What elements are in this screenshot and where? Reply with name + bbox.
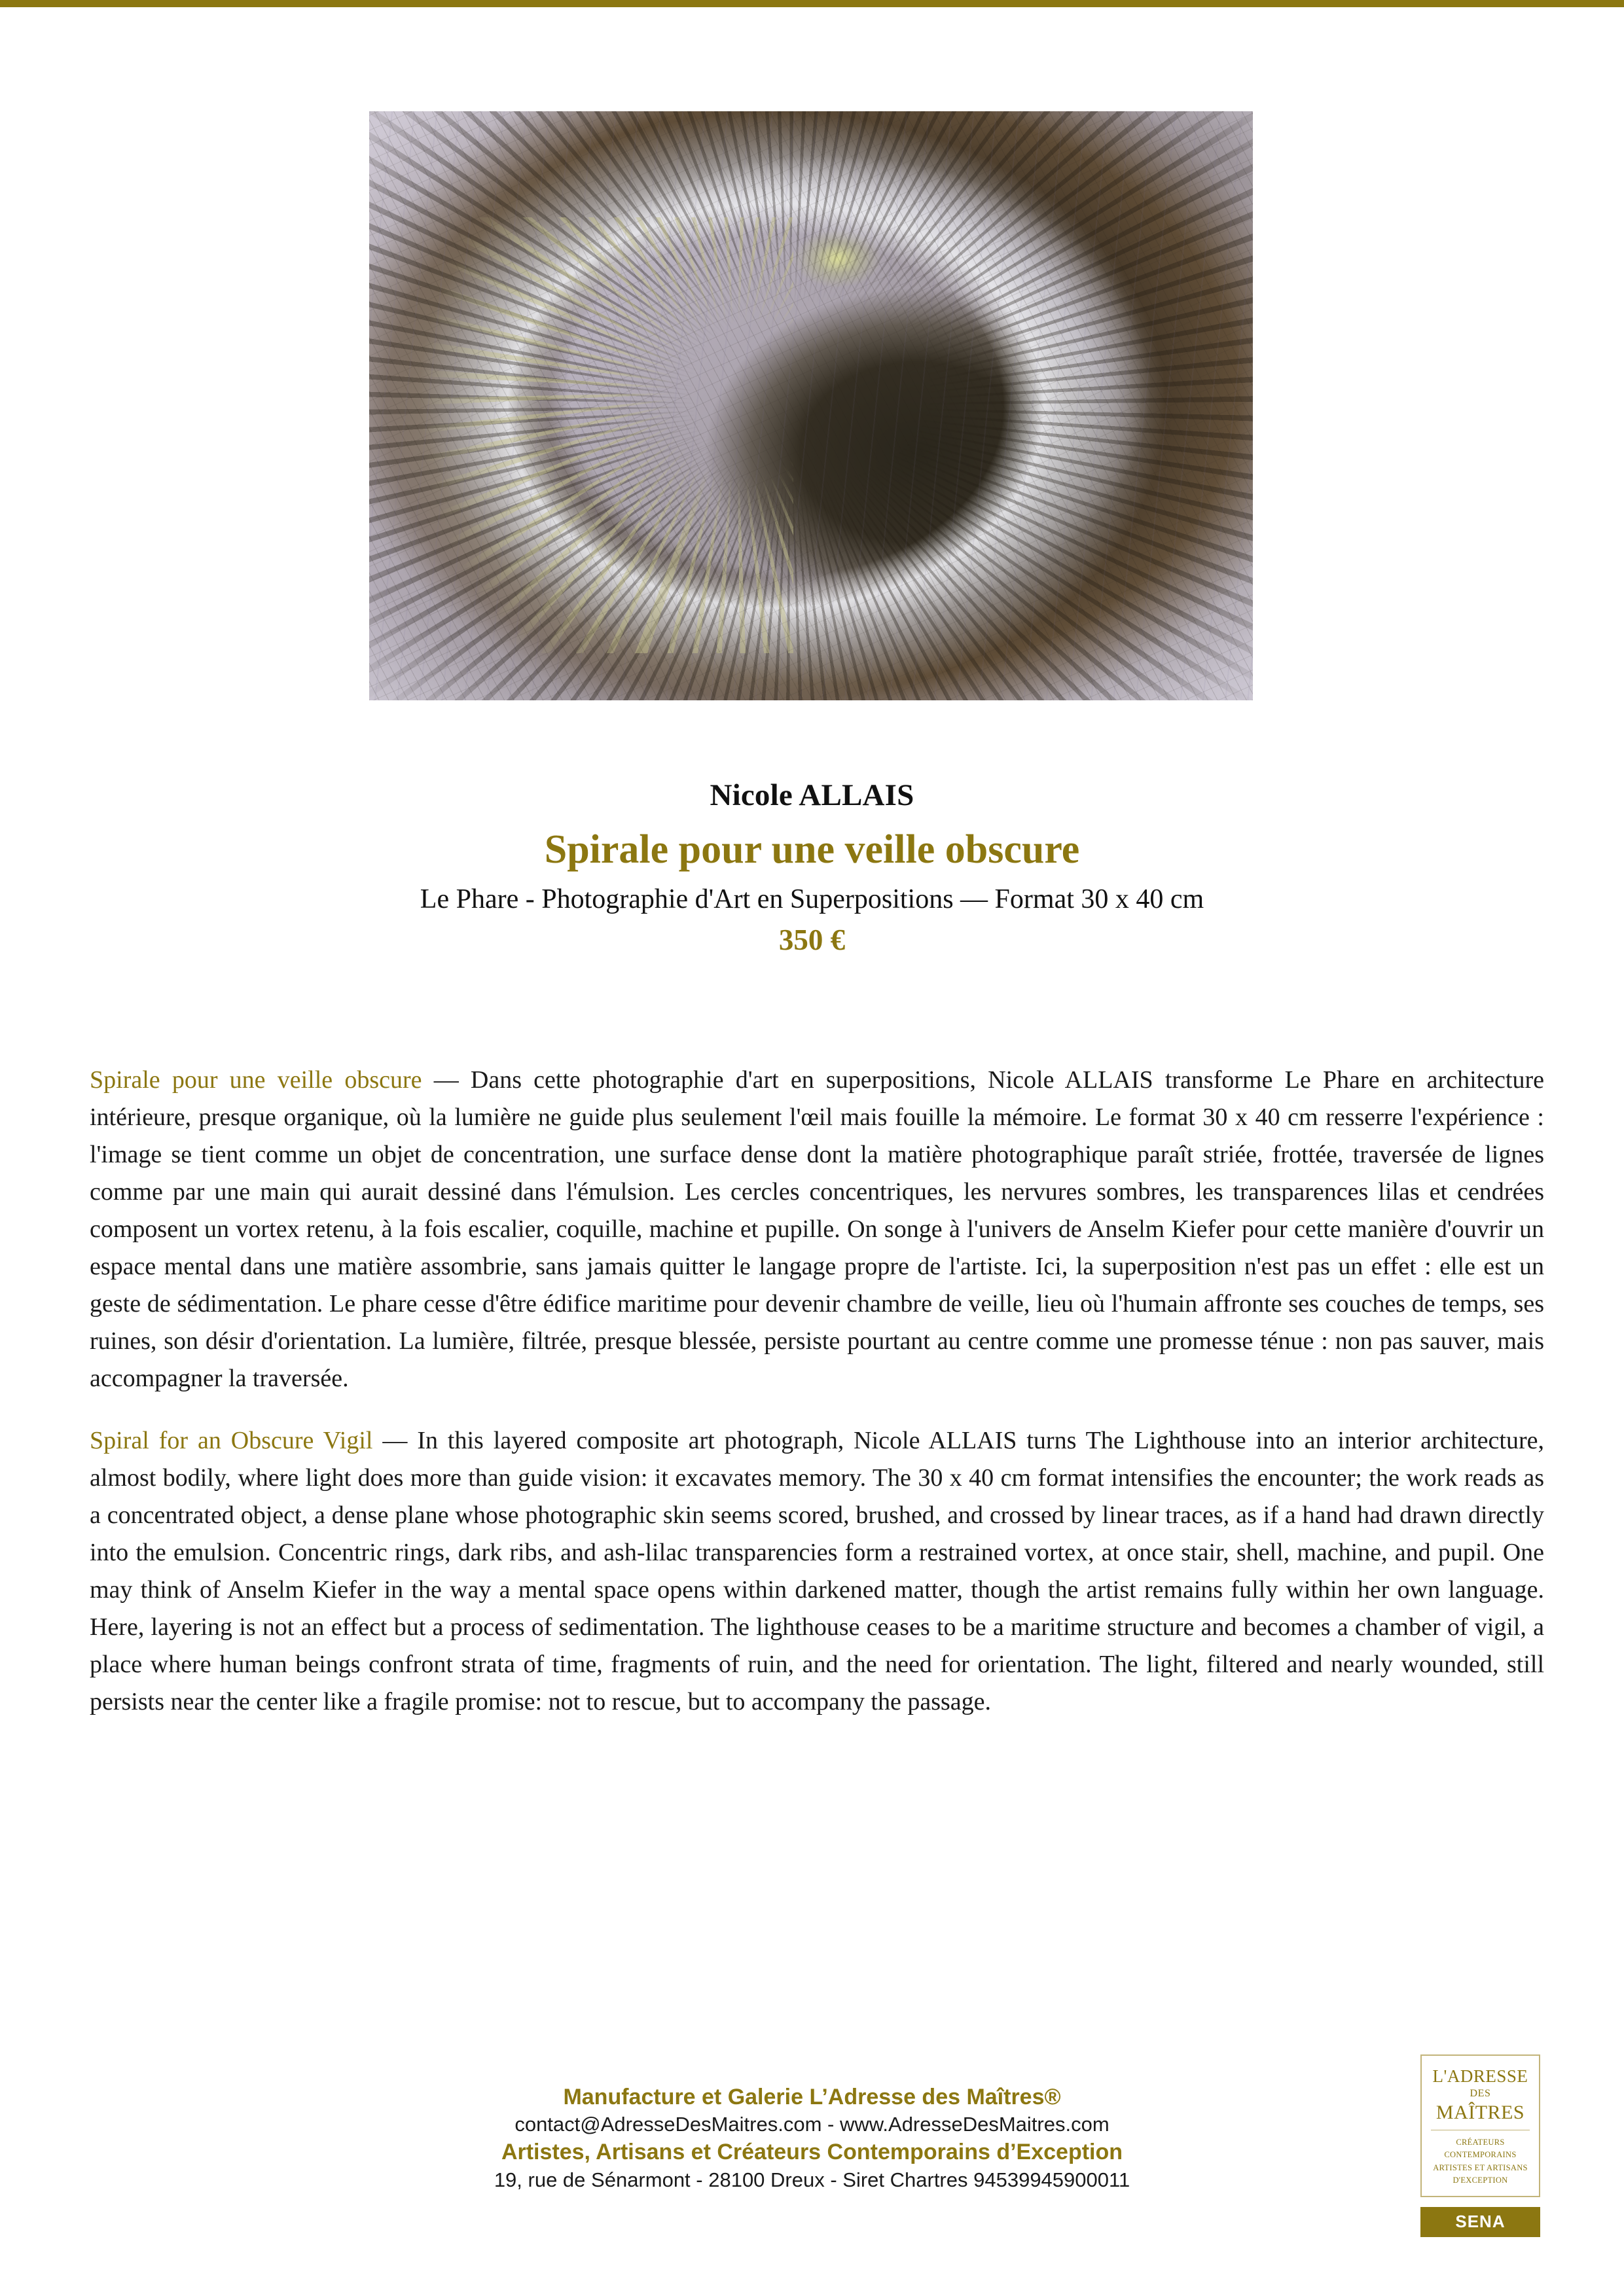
logo-sub-exception: D'EXCEPTION [1453,2175,1508,2185]
footer-address: 19, rue de Sénarmont - 28100 Dreux - Siret Chartres 94539945900011 [494,2168,1130,2191]
logo-sub-artistes: ARTISTES ET ARTISANS [1433,2162,1528,2172]
artwork-subtitle: Le Phare - Photographie d'Art en Superpositions — Format 30 x 40 cm [420,884,1204,914]
artwork-price: 350 € [778,924,846,957]
title-block [0,779,1624,957]
sena-badge: SENA [1420,2207,1540,2237]
page-title: Spirale pour une veille obscure [544,827,1080,872]
footer-contact[interactable]: contact@AdresseDesMaitres.com - www.AdresseDesMaitres.com [514,2113,1110,2136]
paragraph-french-text: — Dans cette photographie d'art en superpositions, Nicole ALLAIS transforme Le Phare en architecture intérieure, presque organique, où la lumière ne guide plus seulement l'œil mais fouille la mémoire. Le format 30 x 40 cm resserre l'expérience : l'image se tient comme un objet de concentration, une surface dense dont la matière photographique paraît striée, frottée, traversée de lignes comme par une main qui aurait dessiné dans l'émulsion. Les cercles concentriques, les nervures sombres, les transparences lilas et cendrées composent un vortex retenu, à la fois escalier, coquille, machine et pupille. On songe à l'univers de Anselm Kiefer pour cette manière d'ouvrir un espace mental dans une matière assombrie, sans jamais quitter le langage propre de l'artiste. Ici, la superposition n'est pas un effet : elle est un geste de sédimentation. Le phare cesse d'être édifice maritime pour devenir chambre de veille, lieu où l'humain affronte ses couches de temps, ses ruines, son désir d'orientation. La lumière, filtrée, presque blessée, persiste pourtant au centre comme une promesse ténue : non pas sauver, mais accompagner la traversée. [90,1066,1544,1392]
paragraph-english-lead: Spiral for an Obscure Vigil [90,1427,373,1454]
artwork-canvas [369,111,1253,700]
footer-company: Manufacture et Galerie L’Adresse des Maîtres® [563,2085,1061,2109]
paragraph-english [90,1422,1544,1721]
logo-line-adresse: L'ADRESSE [1432,2066,1528,2086]
logo-sub-createurs: CRÉATEURS CONTEMPORAINS [1444,2137,1517,2160]
artwork-spiral-ribs [387,217,793,653]
artwork-image [369,111,1253,700]
paragraph-french-lead: Spirale pour une veille obscure [90,1066,422,1094]
paragraph-english-text: — In this layered composite art photograph, Nicole ALLAIS turns The Lighthouse into an interior architecture, almost bodily, where light does more than guide vision: it excavates memory. The 30 x 40 cm format intensifies the encounter; the work reads as a concentrated object, a dense plane whose photographic skin seems scored, brushed, and crossed by linear traces, as if a hand had drawn directly into the emulsion. Concentric rings, dark ribs, and ash-lilac transparencies form a restrained vortex, at once stair, shell, machine, and pupil. One may think of Anselm Kiefer in the way a mental space opens within darkened matter, though the artist remains fully within her own language. Here, layering is not an effect but a process of sedimentation. The lighthouse ceases to be a maritime structure and becomes a chamber of vigil, a place where human beings confront strata of time, fragments of ruin, and the need for orientation. The light, filtered and nearly wounded, still persists near the center like a fragile promise: not to rescue, but to accompany the passage. [90,1427,1544,1715]
logo-line-des: DES [1470,2088,1491,2100]
footer-tagline: Artistes, Artisans et Créateurs Contemporains d’Exception [501,2140,1123,2165]
paragraph-french [90,1062,1544,1397]
logo-line-maitres: MAÎTRES [1435,2102,1525,2124]
logo-card [1420,2054,1540,2197]
artist-name: Nicole ALLAIS [710,778,914,812]
top-accent-bar [0,0,1624,7]
brand-logo-block [1420,2054,1540,2237]
description-body [90,1062,1544,1721]
footer [0,2083,1624,2193]
